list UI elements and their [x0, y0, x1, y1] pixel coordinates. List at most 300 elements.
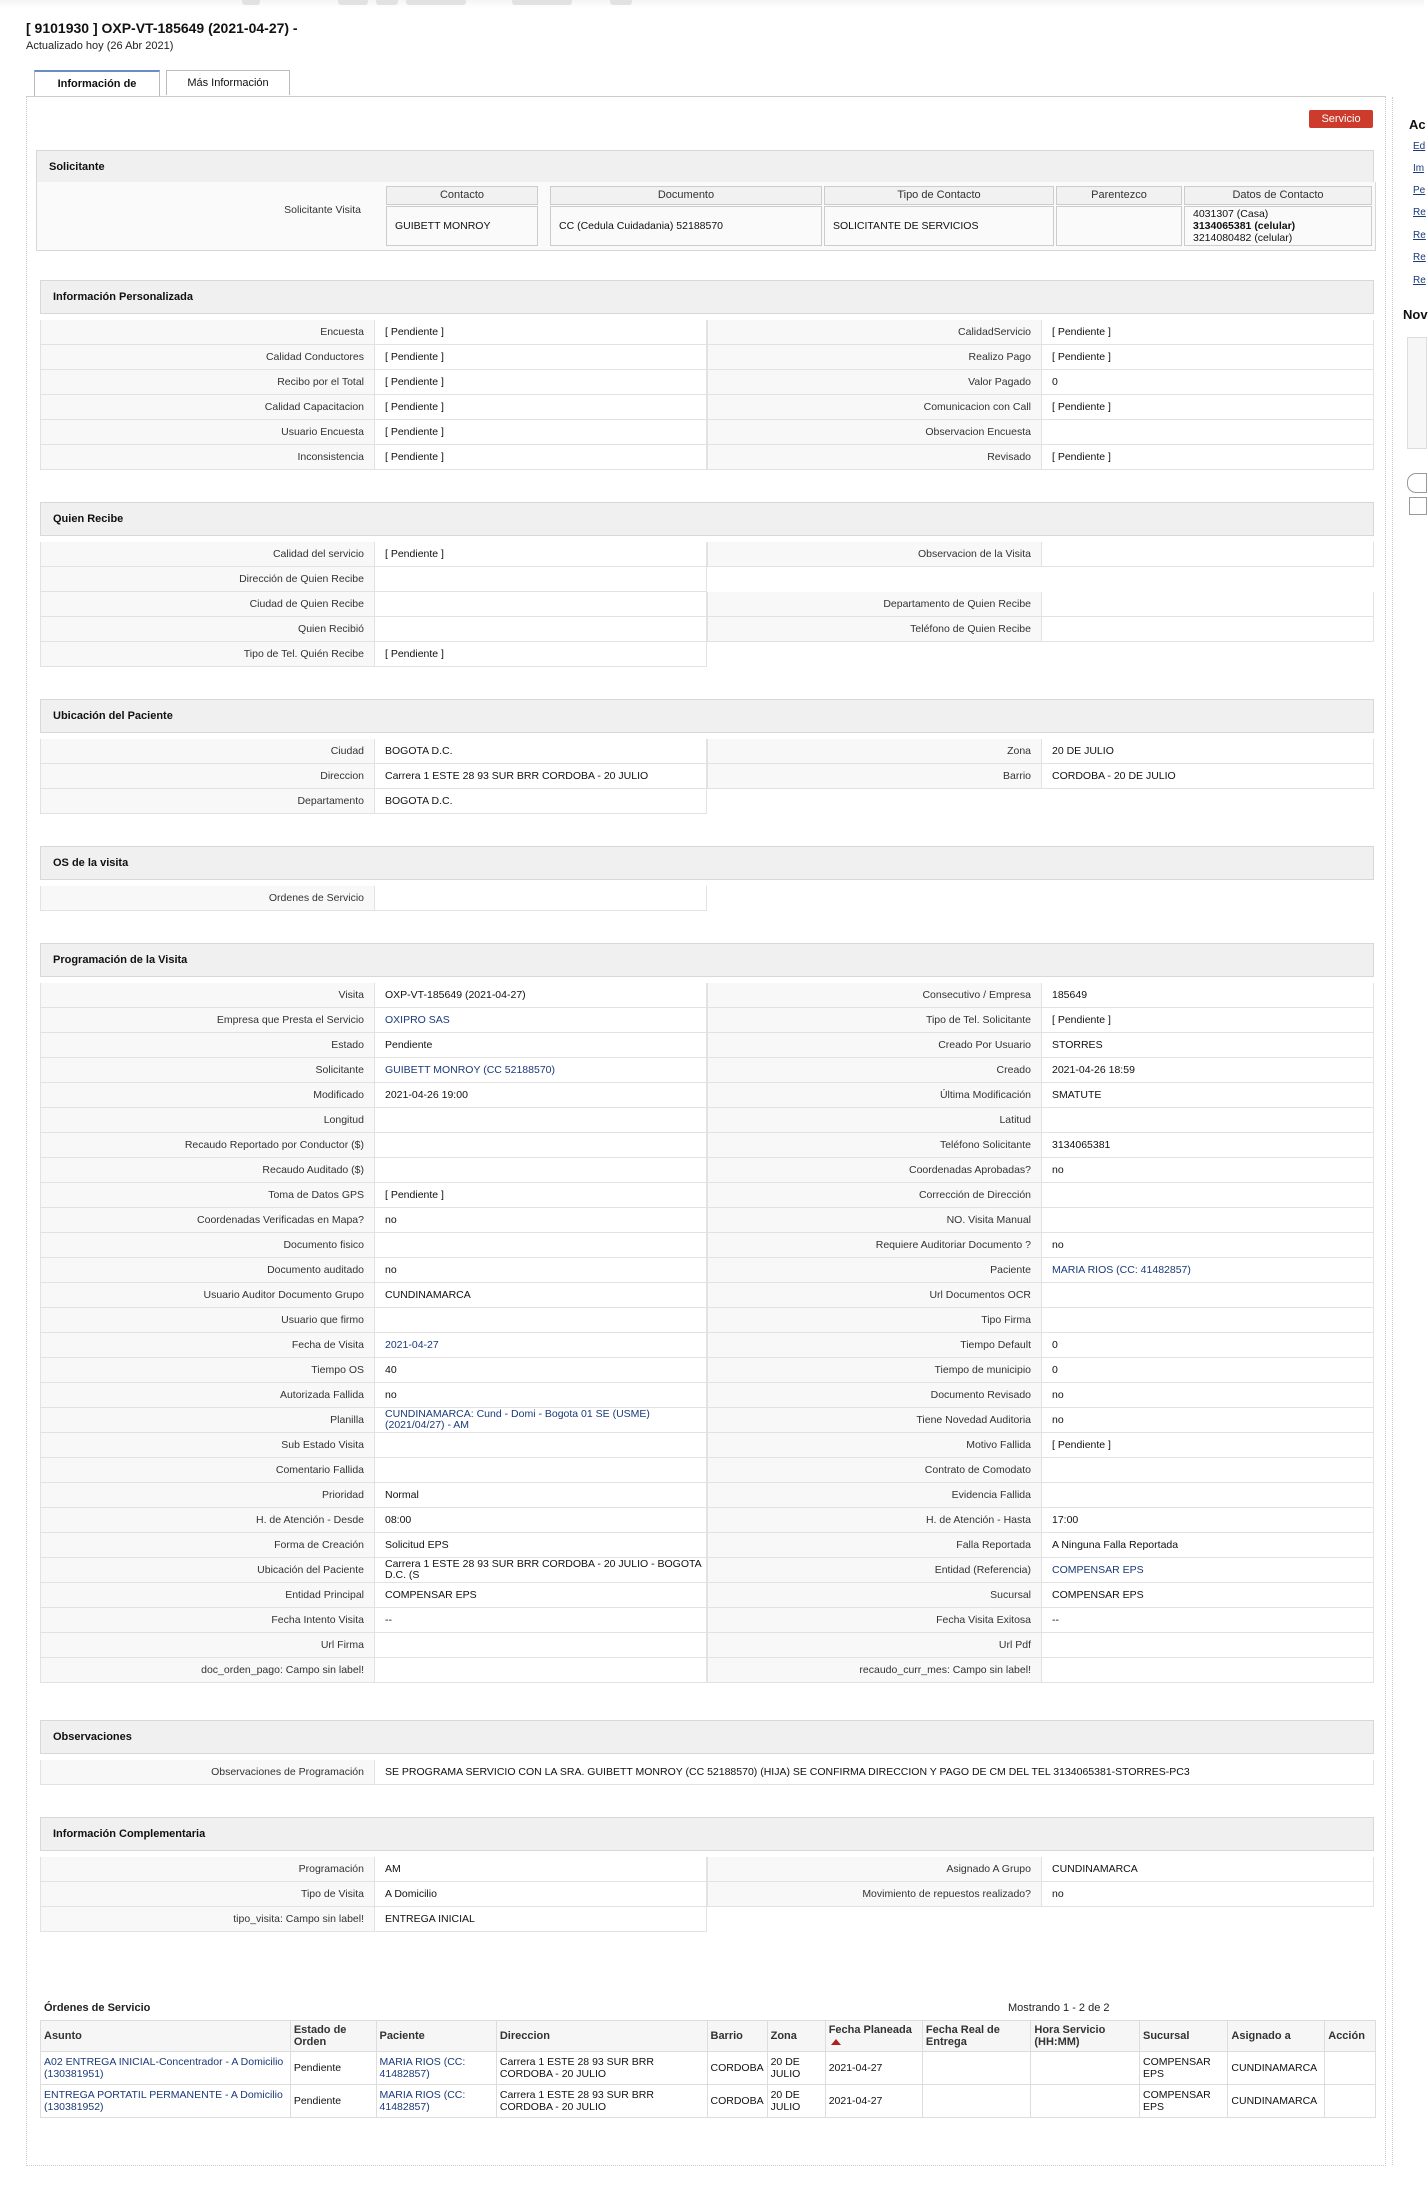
cell-asunto[interactable]: ENTREGA PORTATIL PERMANENTE - A Domicilio (130381952) — [41, 2085, 291, 2118]
field-value: 17:00 — [1041, 1508, 1374, 1532]
field-value: Normal — [374, 1483, 707, 1507]
tipo-contacto-cell: SOLICITANTE DE SERVICIOS — [824, 206, 1054, 246]
toolbar-button[interactable] — [512, 0, 572, 5]
page-title: [ 9101930 ] OXP-VT-185649 (2021-04-27) - — [26, 20, 298, 36]
field-label: Observaciones de Programación — [40, 1760, 374, 1784]
field-value: 08:00 — [374, 1508, 707, 1532]
toolbar-button[interactable] — [242, 0, 260, 5]
contacto-cell: GUIBETT MONROY — [386, 206, 538, 246]
solicitante-label: Solicitante Visita — [284, 204, 361, 216]
field-label: CalidadServicio — [707, 320, 1041, 344]
field-value: OXP-VT-185649 (2021-04-27) — [374, 983, 707, 1007]
field-value: Carrera 1 ESTE 28 93 SUR BRR CORDOBA - 20 JULIO — [374, 764, 707, 788]
field-row — [40, 642, 707, 667]
field-label: Dirección de Quien Recibe — [40, 567, 374, 591]
field-label: Última Modificación — [707, 1083, 1041, 1107]
field-label: H. de Atención - Desde — [40, 1508, 374, 1532]
field-label: Teléfono Solicitante — [707, 1133, 1041, 1157]
field-row — [707, 1408, 1374, 1433]
actions-sidebar — [1392, 97, 1428, 2165]
field-label: Tipo de Tel. Quién Recibe — [40, 642, 374, 666]
column-header: Contacto — [386, 186, 538, 205]
field-value: no — [1041, 1383, 1374, 1407]
field-value — [1041, 1633, 1374, 1657]
col-asunto[interactable]: Asunto — [41, 2021, 291, 2052]
field-label: NO. Visita Manual — [707, 1208, 1041, 1232]
field-value: CUNDINAMARCA — [1041, 1857, 1374, 1881]
field-label: Motivo Fallida — [707, 1433, 1041, 1457]
field-row — [40, 789, 707, 814]
cell-hora — [1031, 2052, 1140, 2085]
ordenes-title: Órdenes de Servicio — [44, 2002, 151, 2014]
cell-barrio: CORDOBA — [707, 2052, 767, 2085]
field-label: doc_orden_pago: Campo sin label! — [40, 1658, 374, 1682]
field-row — [707, 617, 1374, 642]
field-label: Latitud — [707, 1108, 1041, 1132]
checkbox[interactable] — [1409, 497, 1427, 515]
field-value: BOGOTA D.C. — [374, 739, 707, 763]
toolbar-button[interactable] — [376, 0, 398, 5]
field-row — [707, 1208, 1374, 1233]
cell-asignado: CUNDINAMARCA — [1228, 2085, 1325, 2118]
col-fecha-planeada[interactable] — [825, 2021, 922, 2052]
field-row — [707, 1508, 1374, 1533]
field-row — [707, 395, 1374, 420]
field-label: Programación — [40, 1857, 374, 1881]
ordenes-count: Mostrando 1 - 2 de 2 — [1008, 2002, 1110, 2014]
field-value — [374, 592, 707, 616]
field-row — [707, 1658, 1374, 1683]
field-value: 20 DE JULIO — [1041, 739, 1374, 763]
field-value — [1041, 1208, 1374, 1232]
field-value: [ Pendiente ] — [1041, 445, 1374, 469]
field-value: A Ninguna Falla Reportada — [1041, 1533, 1374, 1557]
field-value[interactable]: 2021-04-27 — [374, 1333, 707, 1357]
field-label: Coordenadas Aprobadas? — [707, 1158, 1041, 1182]
field-label: Direccion — [40, 764, 374, 788]
field-value: 3134065381 — [1041, 1133, 1374, 1157]
field-row — [707, 1583, 1374, 1608]
field-value[interactable]: CUNDINAMARCA: Cund - Domi - Bogota 01 SE (USME) (2021/04/27) - AM — [374, 1408, 707, 1432]
field-row — [707, 1258, 1374, 1283]
field-row — [40, 1358, 707, 1383]
field-label: Fecha de Visita — [40, 1333, 374, 1357]
field-label: Sub Estado Visita — [40, 1433, 374, 1457]
field-value: SMATUTE — [1041, 1083, 1374, 1107]
field-row — [707, 1333, 1374, 1358]
action-link[interactable]: Re — [1413, 252, 1426, 263]
cell-estado: Pendiente — [290, 2085, 376, 2118]
cell-real — [922, 2052, 1030, 2085]
field-row — [707, 420, 1374, 445]
cell-fecha: 2021-04-27 — [825, 2085, 922, 2118]
field-label: Usuario Encuesta — [40, 420, 374, 444]
field-value: -- — [1041, 1608, 1374, 1632]
field-row — [40, 1583, 707, 1608]
sort-ascending-icon — [831, 2039, 841, 2045]
field-label: Documento Revisado — [707, 1383, 1041, 1407]
col-estado[interactable]: Estado de Orden — [290, 2021, 376, 2052]
section-title: Información Complementaria — [40, 1817, 1374, 1851]
field-label: Revisado — [707, 445, 1041, 469]
cell-fecha: 2021-04-27 — [825, 2052, 922, 2085]
field-row — [40, 1033, 707, 1058]
field-value — [374, 1658, 707, 1682]
field-row — [40, 739, 707, 764]
field-value: AM — [374, 1857, 707, 1881]
field-value: 2021-04-26 18:59 — [1041, 1058, 1374, 1082]
col-accion[interactable]: Acción — [1325, 2021, 1376, 2052]
field-value — [374, 1633, 707, 1657]
field-label: Ordenes de Servicio — [40, 886, 374, 910]
cell-estado: Pendiente — [290, 2052, 376, 2085]
table-row[interactable] — [41, 2085, 1376, 2118]
section-programacion-visita — [40, 943, 1374, 1687]
field-value — [1041, 1283, 1374, 1307]
ordenes-table — [40, 2020, 1376, 2118]
cell-sucursal: COMPENSAR EPS — [1140, 2052, 1228, 2085]
section-title: Solicitante — [36, 150, 1374, 184]
field-value — [1041, 1308, 1374, 1332]
field-row — [707, 764, 1374, 789]
col-zona[interactable]: Zona — [767, 2021, 825, 2052]
field-label: Planilla — [40, 1408, 374, 1432]
tab-mas-informacion[interactable]: Más Información — [166, 70, 290, 95]
section-title: Programación de la Visita — [40, 943, 1374, 977]
field-label: H. de Atención - Hasta — [707, 1508, 1041, 1532]
field-label: Requiere Auditoriar Documento ? — [707, 1233, 1041, 1257]
field-label: Recibo por el Total — [40, 370, 374, 394]
col-direccion[interactable]: Direccion — [496, 2021, 707, 2052]
field-value: 40 — [374, 1358, 707, 1382]
field-label: tipo_visita: Campo sin label! — [40, 1907, 374, 1931]
field-value: -- — [374, 1608, 707, 1632]
field-row — [40, 1633, 707, 1658]
updated-label: Actualizado hoy (26 Abr 2021) — [26, 40, 174, 52]
section-ubicacion-paciente — [40, 699, 1374, 818]
field-value: [ Pendiente ] — [374, 445, 707, 469]
cell-accion[interactable] — [1325, 2052, 1376, 2085]
field-row — [707, 370, 1374, 395]
field-value: CORDOBA - 20 DE JULIO — [1041, 764, 1374, 788]
field-label: Ciudad — [40, 739, 374, 763]
toggle-control[interactable] — [1407, 473, 1427, 493]
field-value: [ Pendiente ] — [1041, 345, 1374, 369]
field-value: [ Pendiente ] — [374, 542, 707, 566]
field-label: Realizo Pago — [707, 345, 1041, 369]
field-row — [40, 1408, 707, 1433]
table-row[interactable] — [41, 2052, 1376, 2085]
cell-asunto[interactable]: A02 ENTREGA INICIAL-Concentrador - A Domicilio (130381951) — [41, 2052, 291, 2085]
toolbar-button[interactable] — [338, 0, 368, 5]
field-row — [40, 1208, 707, 1233]
field-value[interactable]: MARIA RIOS (CC: 41482857) — [1041, 1258, 1374, 1282]
field-label: Url Documentos OCR — [707, 1283, 1041, 1307]
cell-asignado: CUNDINAMARCA — [1228, 2052, 1325, 2085]
field-row — [40, 420, 707, 445]
field-row — [40, 1158, 707, 1183]
field-label: Tipo Firma — [707, 1308, 1041, 1332]
cell-zona: 20 DE JULIO — [767, 2085, 825, 2118]
field-label: Solicitante — [40, 1058, 374, 1082]
column-header: Parentezco — [1056, 186, 1182, 205]
section-title: Ubicación del Paciente — [40, 699, 1374, 733]
field-value — [374, 1433, 707, 1457]
field-label: Entidad Principal — [40, 1583, 374, 1607]
field-row — [40, 1058, 707, 1083]
field-value — [374, 617, 707, 641]
field-value — [1041, 1183, 1374, 1207]
field-label: Sucursal — [707, 1583, 1041, 1607]
field-value: A Domicilio — [374, 1882, 707, 1906]
field-label: Movimiento de repuestos realizado? — [707, 1882, 1041, 1906]
field-row — [40, 1608, 707, 1633]
field-row — [707, 1857, 1374, 1882]
col-asignado[interactable]: Asignado a — [1228, 2021, 1325, 2052]
field-label: Documento fisico — [40, 1233, 374, 1257]
top-toolbar-strip — [0, 0, 1424, 8]
field-row — [707, 983, 1374, 1008]
col-fecha-real[interactable]: Fecha Real de Entrega — [922, 2021, 1030, 2052]
field-label: Estado — [40, 1033, 374, 1057]
field-label: Evidencia Fallida — [707, 1483, 1041, 1507]
phone-celular: 3134065381 (celular) — [1193, 220, 1296, 232]
field-row — [707, 1008, 1374, 1033]
field-value: [ Pendiente ] — [374, 642, 707, 666]
field-row — [707, 1882, 1374, 1907]
field-row — [40, 1857, 707, 1882]
field-label: Usuario Auditor Documento Grupo — [40, 1283, 374, 1307]
field-value: 0 — [1041, 1333, 1374, 1357]
toolbar-button[interactable] — [406, 0, 466, 5]
field-value: [ Pendiente ] — [1041, 1433, 1374, 1457]
field-value — [1041, 1658, 1374, 1682]
field-label: Comentario Fallida — [40, 1458, 374, 1482]
field-row — [707, 1083, 1374, 1108]
action-link[interactable]: Pe — [1413, 185, 1426, 196]
field-value — [1041, 617, 1374, 641]
datos-contacto-cell — [1184, 206, 1372, 246]
field-row — [40, 983, 707, 1008]
field-value — [374, 1133, 707, 1157]
field-label: recaudo_curr_mes: Campo sin label! — [707, 1658, 1041, 1682]
field-row — [707, 1058, 1374, 1083]
cell-paciente[interactable]: MARIA RIOS (CC: 41482857) — [376, 2085, 496, 2118]
section-title: OS de la visita — [40, 846, 1374, 880]
field-value: no — [1041, 1408, 1374, 1432]
action-link[interactable]: Re — [1413, 230, 1426, 241]
field-row — [40, 1433, 707, 1458]
field-value — [1041, 1483, 1374, 1507]
section-informacion-complementaria — [40, 1817, 1374, 1936]
field-row — [40, 1233, 707, 1258]
field-label: Creado — [707, 1058, 1041, 1082]
col-barrio[interactable]: Barrio — [707, 2021, 767, 2052]
phone-casa: 4031307 (Casa) — [1193, 208, 1269, 220]
field-value — [1041, 592, 1374, 616]
field-label: Observacion de la Visita — [707, 542, 1041, 566]
field-value: 0 — [1041, 1358, 1374, 1382]
field-value: Carrera 1 ESTE 28 93 SUR BRR CORDOBA - 20 JULIO - BOGOTA D.C. (S — [374, 1558, 707, 1582]
field-value — [374, 1233, 707, 1257]
field-value[interactable]: GUIBETT MONROY (CC 52188570) — [374, 1058, 707, 1082]
field-row — [707, 345, 1374, 370]
field-row — [40, 1383, 707, 1408]
field-label: Coordenadas Verificadas en Mapa? — [40, 1208, 374, 1232]
field-value: COMPENSAR EPS — [374, 1583, 707, 1607]
cell-accion[interactable] — [1325, 2085, 1376, 2118]
field-row — [707, 592, 1374, 617]
field-value — [374, 1108, 707, 1132]
field-value: [ Pendiente ] — [374, 320, 707, 344]
field-row — [40, 1658, 707, 1683]
field-value: no — [374, 1258, 707, 1282]
parentezco-cell — [1056, 206, 1182, 246]
field-value: [ Pendiente ] — [374, 1183, 707, 1207]
documento-cell: CC (Cedula Cuidadania) 52188570 — [550, 206, 822, 246]
field-row — [707, 542, 1374, 567]
field-value[interactable]: OXIPRO SAS — [374, 1008, 707, 1032]
field-row — [707, 1183, 1374, 1208]
field-row — [707, 1233, 1374, 1258]
col-paciente[interactable]: Paciente — [376, 2021, 496, 2052]
action-link[interactable]: Re — [1413, 207, 1426, 218]
field-row — [40, 617, 707, 642]
section-quien-recibe — [40, 502, 1374, 671]
field-row — [40, 1008, 707, 1033]
cell-direccion: Carrera 1 ESTE 28 93 SUR BRR CORDOBA - 20 JULIO — [496, 2052, 707, 2085]
section-os-visita — [40, 846, 1374, 915]
section-observaciones — [40, 1720, 1374, 1784]
field-row — [40, 1508, 707, 1533]
section-title: Quien Recibe — [40, 502, 1374, 536]
cell-paciente[interactable]: MARIA RIOS (CC: 41482857) — [376, 2052, 496, 2085]
field-row — [40, 542, 707, 567]
field-row — [707, 1358, 1374, 1383]
field-label: Tipo de Tel. Solicitante — [707, 1008, 1041, 1032]
field-row — [707, 1458, 1374, 1483]
column-header: Tipo de Contacto — [824, 186, 1054, 205]
field-row — [40, 395, 707, 420]
cell-zona: 20 DE JULIO — [767, 2052, 825, 2085]
cell-direccion: Carrera 1 ESTE 28 93 SUR BRR CORDOBA - 20 JULIO — [496, 2085, 707, 2118]
field-label: Calidad Capacitacion — [40, 395, 374, 419]
field-label: Ubicación del Paciente — [40, 1558, 374, 1582]
field-label: Fecha Visita Exitosa — [707, 1608, 1041, 1632]
col-sucursal[interactable]: Sucursal — [1140, 2021, 1228, 2052]
field-row — [40, 1458, 707, 1483]
field-label: Calidad del servicio — [40, 542, 374, 566]
field-label: Contrato de Comodato — [707, 1458, 1041, 1482]
field-value: CUNDINAMARCA — [374, 1283, 707, 1307]
field-label: Modificado — [40, 1083, 374, 1107]
field-row — [40, 1083, 707, 1108]
field-label: Visita — [40, 983, 374, 1007]
field-label: Creado Por Usuario — [707, 1033, 1041, 1057]
field-label: Barrio — [707, 764, 1041, 788]
action-link[interactable]: Ed — [1413, 141, 1426, 152]
field-row — [707, 1033, 1374, 1058]
actions-heading: Ac — [1409, 117, 1426, 132]
field-value: 0 — [1041, 370, 1374, 394]
field-label: Prioridad — [40, 1483, 374, 1507]
field-row — [40, 764, 707, 789]
col-hora[interactable]: Hora Servicio (HH:MM) — [1031, 2021, 1140, 2052]
section-title: Observaciones — [40, 1720, 1374, 1754]
field-row — [40, 1258, 707, 1283]
field-value: [ Pendiente ] — [374, 420, 707, 444]
field-label: Inconsistencia — [40, 445, 374, 469]
field-value: 185649 — [1041, 983, 1374, 1007]
field-row — [40, 1308, 707, 1333]
field-label: Observacion Encuesta — [707, 420, 1041, 444]
field-row — [707, 320, 1374, 345]
field-value: BOGOTA D.C. — [374, 789, 707, 813]
field-value — [374, 567, 707, 591]
field-label: Comunicacion con Call — [707, 395, 1041, 419]
novedades-box — [1407, 337, 1427, 449]
field-value — [374, 1458, 707, 1482]
action-link[interactable]: Re — [1413, 275, 1426, 286]
field-value: no — [374, 1208, 707, 1232]
phone-celular-2: 3214080482 (celular) — [1193, 232, 1293, 244]
field-row — [40, 567, 707, 592]
field-label: Tiempo OS — [40, 1358, 374, 1382]
field-value — [374, 886, 707, 910]
field-value — [1041, 1108, 1374, 1132]
field-value: [ Pendiente ] — [1041, 395, 1374, 419]
observaciones-row — [40, 1760, 1374, 1785]
field-label: Documento auditado — [40, 1258, 374, 1282]
field-value: no — [1041, 1158, 1374, 1182]
field-row — [707, 1383, 1374, 1408]
toolbar-button[interactable] — [610, 0, 632, 5]
servicio-badge[interactable]: Servicio — [1309, 110, 1373, 128]
observaciones-value: SE PROGRAMA SERVICIO CON LA SRA. GUIBETT MONROY (CC 52188570) (HIJA) SE CONFIRMA DIRECCION Y PAGO DE CM DEL TEL 3134065381-STORRES-PC3 — [374, 1760, 1374, 1784]
field-label: Departamento — [40, 789, 374, 813]
field-row — [707, 1558, 1374, 1583]
section-informacion-personalizada — [40, 280, 1374, 474]
cell-real — [922, 2085, 1030, 2118]
field-label: Autorizada Fallida — [40, 1383, 374, 1407]
field-label: Valor Pagado — [707, 370, 1041, 394]
field-value: COMPENSAR EPS — [1041, 1583, 1374, 1607]
field-row — [40, 1133, 707, 1158]
field-label: Encuesta — [40, 320, 374, 344]
field-label: Toma de Datos GPS — [40, 1183, 374, 1207]
field-label: Forma de Creación — [40, 1533, 374, 1557]
field-value — [374, 1308, 707, 1332]
field-value[interactable]: COMPENSAR EPS — [1041, 1558, 1374, 1582]
field-label: Corrección de Dirección — [707, 1183, 1041, 1207]
field-label: Ciudad de Quien Recibe — [40, 592, 374, 616]
field-label: Teléfono de Quien Recibe — [707, 617, 1041, 641]
field-row — [40, 1558, 707, 1583]
field-row — [707, 1433, 1374, 1458]
field-row — [707, 1483, 1374, 1508]
field-label: Usuario que firmo — [40, 1308, 374, 1332]
field-row — [40, 1283, 707, 1308]
tab-informacion[interactable]: Información de — [34, 70, 160, 97]
field-value: [ Pendiente ] — [374, 395, 707, 419]
field-row — [40, 370, 707, 395]
field-value: STORRES — [1041, 1033, 1374, 1057]
field-row — [40, 320, 707, 345]
field-row — [707, 1283, 1374, 1308]
field-label: Empresa que Presta el Servicio — [40, 1008, 374, 1032]
col-fecha-planeada-label: Fecha Planeada — [828, 2024, 912, 2036]
action-link[interactable]: Im — [1413, 163, 1425, 174]
